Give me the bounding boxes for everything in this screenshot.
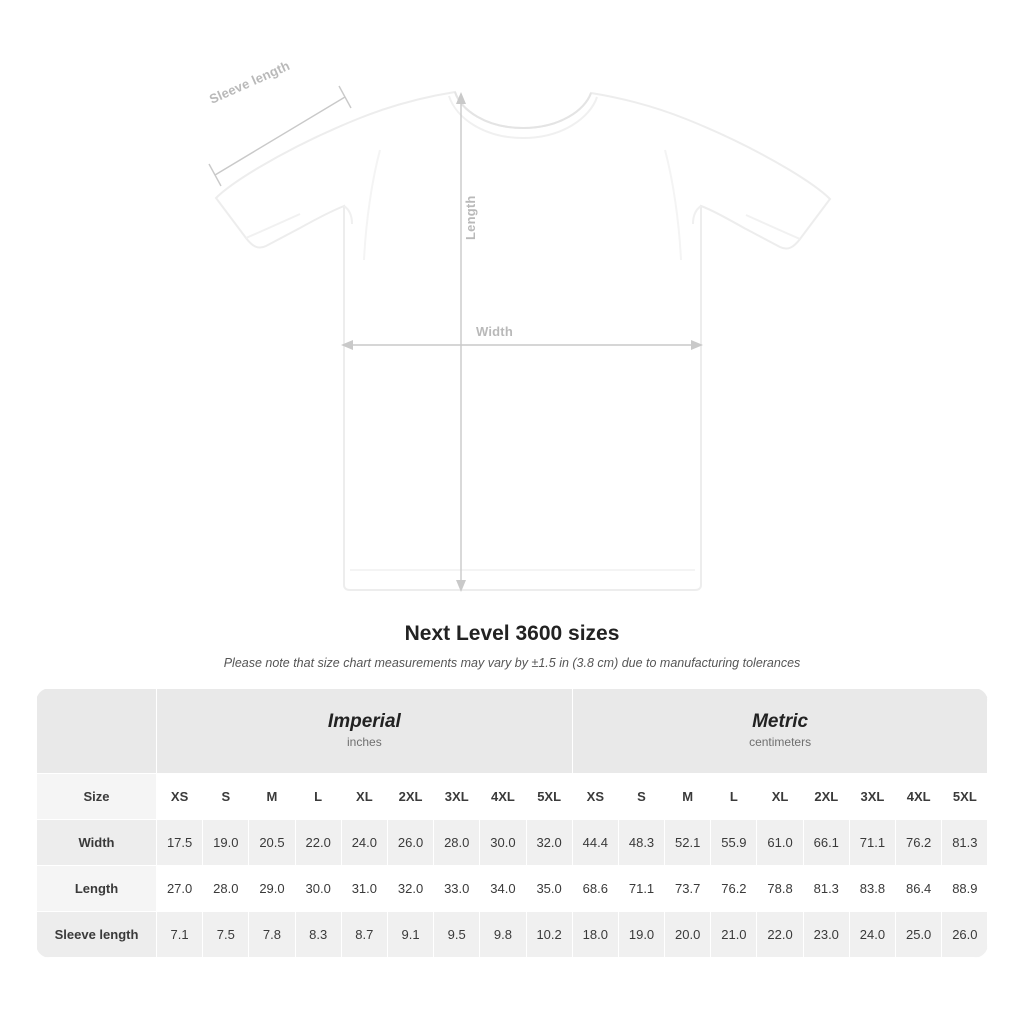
cell-length-imp-xl: 31.0 — [341, 866, 387, 912]
cell-sleeve-met-2xl: 23.0 — [803, 912, 849, 958]
cell-sleeve-imp-l: 8.3 — [295, 912, 341, 958]
system-name-metric: Metric — [752, 710, 809, 732]
sleeve-length-label: Sleeve length — [207, 57, 293, 107]
system-header-metric — [572, 689, 988, 774]
cell-sleeve-imp-4xl: 9.8 — [480, 912, 526, 958]
cell-length-met-3xl: 83.8 — [849, 866, 895, 912]
cell-length-imp-3xl: 33.0 — [434, 866, 480, 912]
size-header-imp-xs: XS — [157, 774, 203, 820]
tolerance-note: Please note that size chart measurements may vary by ±1.5 in (3.8 cm) due to manufacturing tolerances — [223, 656, 801, 670]
title-block — [0, 622, 1024, 670]
size-header-met-xs: XS — [572, 774, 618, 820]
size-header-met-3xl: 3XL — [849, 774, 895, 820]
cell-width-imp-5xl: 32.0 — [526, 820, 572, 866]
cell-length-imp-m: 29.0 — [249, 866, 295, 912]
size-header-met-l: L — [711, 774, 757, 820]
cell-sleeve-met-m: 20.0 — [665, 912, 711, 958]
width-label: Width — [476, 324, 513, 339]
cell-sleeve-imp-3xl: 9.5 — [434, 912, 480, 958]
size-header-met-5xl: 5XL — [942, 774, 988, 820]
cell-sleeve-imp-2xl: 9.1 — [387, 912, 433, 958]
cell-length-met-m: 73.7 — [665, 866, 711, 912]
cell-width-met-2xl: 66.1 — [803, 820, 849, 866]
size-header-imp-s: S — [203, 774, 249, 820]
size-header-label: Size — [37, 774, 157, 820]
cell-width-met-3xl: 71.1 — [849, 820, 895, 866]
cell-width-imp-3xl: 28.0 — [434, 820, 480, 866]
cell-width-imp-4xl: 30.0 — [480, 820, 526, 866]
cell-length-met-xl: 78.8 — [757, 866, 803, 912]
size-table — [36, 688, 988, 958]
system-unit-imperial: inches — [347, 735, 382, 750]
cell-length-imp-l: 30.0 — [295, 866, 341, 912]
cell-sleeve-met-xs: 18.0 — [572, 912, 618, 958]
length-label: Length — [463, 195, 478, 240]
cell-length-met-4xl: 86.4 — [896, 866, 942, 912]
row-label-width: Width — [37, 820, 157, 866]
cell-length-imp-4xl: 34.0 — [480, 866, 526, 912]
system-header-row — [37, 689, 988, 774]
cell-width-imp-s: 19.0 — [203, 820, 249, 866]
cell-sleeve-imp-m: 7.8 — [249, 912, 295, 958]
size-header-row — [37, 774, 988, 820]
size-header-imp-m: M — [249, 774, 295, 820]
cell-width-met-s: 48.3 — [618, 820, 664, 866]
page-title: Next Level 3600 sizes — [404, 622, 620, 645]
size-header-imp-2xl: 2XL — [387, 774, 433, 820]
cell-width-met-4xl: 76.2 — [896, 820, 942, 866]
cell-width-imp-l: 22.0 — [295, 820, 341, 866]
cell-width-imp-m: 20.5 — [249, 820, 295, 866]
cell-sleeve-met-xl: 22.0 — [757, 912, 803, 958]
cell-width-imp-2xl: 26.0 — [387, 820, 433, 866]
cell-sleeve-met-s: 19.0 — [618, 912, 664, 958]
cell-sleeve-imp-5xl: 10.2 — [526, 912, 572, 958]
cell-length-met-s: 71.1 — [618, 866, 664, 912]
size-header-imp-3xl: 3XL — [434, 774, 480, 820]
size-header-met-m: M — [665, 774, 711, 820]
table-row — [37, 866, 988, 912]
cell-sleeve-met-4xl: 25.0 — [896, 912, 942, 958]
row-label-length: Length — [37, 866, 157, 912]
cell-length-met-xs: 68.6 — [572, 866, 618, 912]
cell-length-met-5xl: 88.9 — [942, 866, 988, 912]
cell-width-met-5xl: 81.3 — [942, 820, 988, 866]
cell-width-met-m: 52.1 — [665, 820, 711, 866]
size-header-met-4xl: 4XL — [896, 774, 942, 820]
system-unit-metric: centimeters — [749, 735, 812, 750]
size-header-imp-5xl: 5XL — [526, 774, 572, 820]
table-row — [37, 820, 988, 866]
size-table-wrapper — [36, 688, 988, 958]
cell-length-imp-xs: 27.0 — [157, 866, 203, 912]
size-header-met-s: S — [618, 774, 664, 820]
size-header-met-xl: XL — [757, 774, 803, 820]
cell-sleeve-imp-xl: 8.7 — [341, 912, 387, 958]
size-header-met-2xl: 2XL — [803, 774, 849, 820]
size-header-imp-xl: XL — [341, 774, 387, 820]
cell-width-met-xl: 61.0 — [757, 820, 803, 866]
cell-width-met-xs: 44.4 — [572, 820, 618, 866]
cell-sleeve-imp-xs: 7.1 — [157, 912, 203, 958]
cell-width-imp-xs: 17.5 — [157, 820, 203, 866]
cell-length-imp-2xl: 32.0 — [387, 866, 433, 912]
size-header-imp-l: L — [295, 774, 341, 820]
cell-width-imp-xl: 24.0 — [341, 820, 387, 866]
cell-sleeve-met-5xl: 26.0 — [942, 912, 988, 958]
size-header-imp-4xl: 4XL — [480, 774, 526, 820]
table-corner-cell — [37, 689, 157, 774]
cell-sleeve-imp-s: 7.5 — [203, 912, 249, 958]
cell-width-met-l: 55.9 — [711, 820, 757, 866]
system-header-imperial — [157, 689, 573, 774]
cell-length-imp-s: 28.0 — [203, 866, 249, 912]
tshirt-shape — [216, 92, 830, 590]
table-row — [37, 912, 988, 958]
cell-length-met-l: 76.2 — [711, 866, 757, 912]
cell-length-met-2xl: 81.3 — [803, 866, 849, 912]
cell-sleeve-met-3xl: 24.0 — [849, 912, 895, 958]
system-name-imperial: Imperial — [327, 710, 401, 732]
cell-length-imp-5xl: 35.0 — [526, 866, 572, 912]
row-label-sleeve-length: Sleeve length — [37, 912, 157, 958]
cell-sleeve-met-l: 21.0 — [711, 912, 757, 958]
